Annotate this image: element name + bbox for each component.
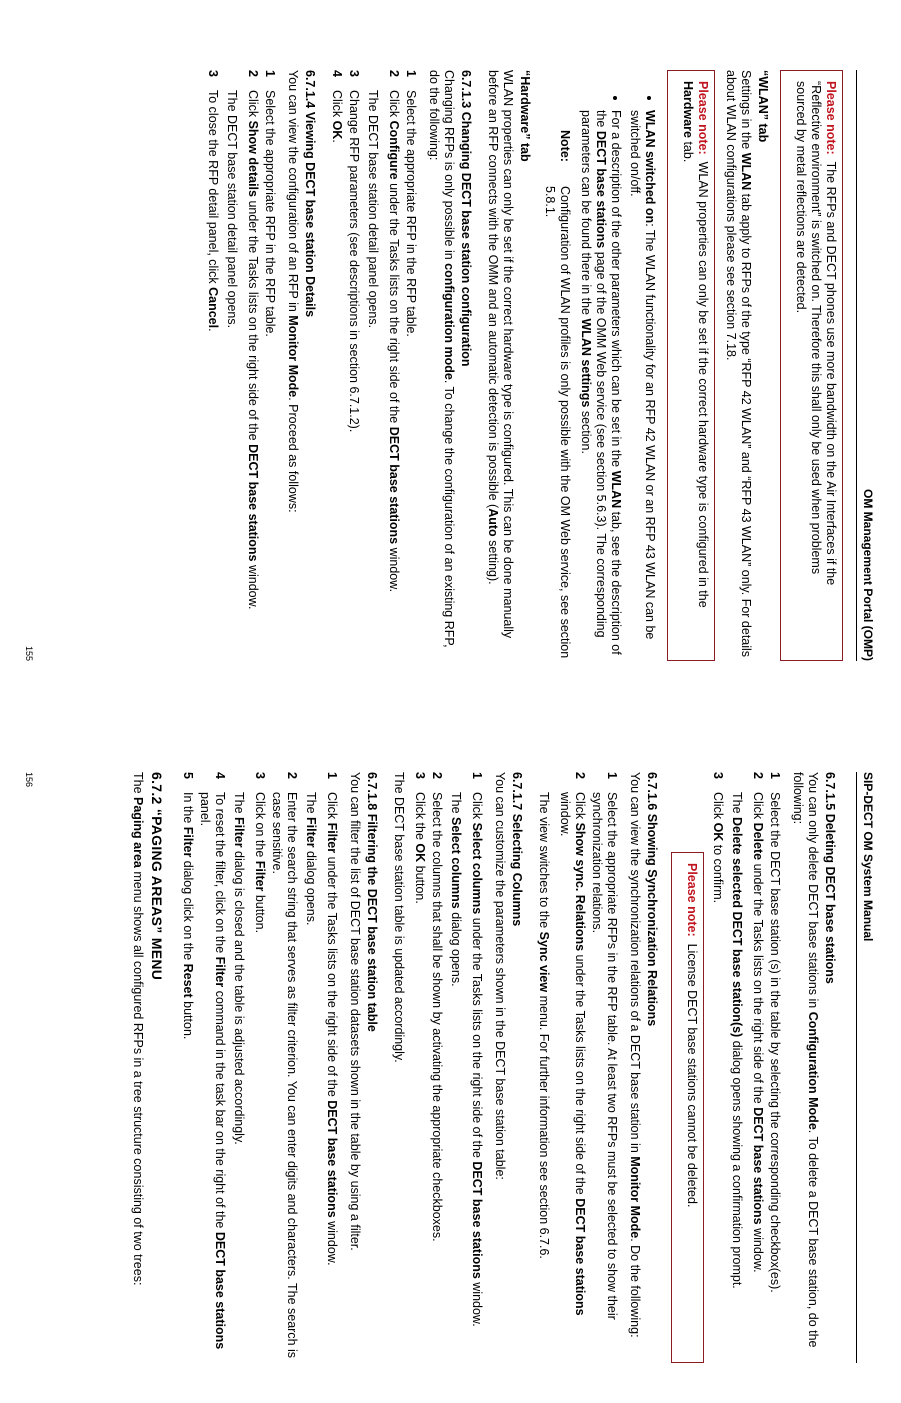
paragraph: You can view the synchronization relations of a DECT base station in Monitor Mode. Do the following: — [628, 772, 642, 1338]
page-content — [199, 70, 849, 661]
page-156 — [0, 702, 901, 1403]
page-header — [856, 772, 881, 1363]
paragraph: The Paging area menu shows all configured RFPs in a tree structure consisting of two trees: — [131, 772, 145, 1286]
step-list — [386, 70, 418, 661]
list-item: 2 Enter the search string that serves as filter criterion. You can enter digits and characters. The search is case sensitive. — [270, 772, 299, 1359]
step-list — [245, 70, 277, 661]
step-list — [710, 772, 725, 1363]
step-list — [180, 772, 227, 1363]
note-text: Please note: The RFPs and DECT phones use more bandwidth on the Air Interfaces if the “Reflective environment” is switched on. Therefore this shall only be used when problems sourced by metal reflections are detected. — [794, 81, 838, 586]
step-list — [750, 772, 782, 1363]
step-result: The Select columns dialog opens. — [449, 792, 463, 987]
list-item: 1 Select the appropriate RFPs in the RFP table. At least two RFPs must be selected to show their synchronization relations. — [590, 772, 619, 1320]
step-result: The view switches to the Sync view menu. For further information see section 6.7.6. — [537, 792, 551, 1259]
step-result: The DECT base station detail panel opens. — [366, 90, 380, 329]
sub-note — [542, 130, 572, 661]
section-heading: 6.7.1.5 Deleting DECT base stations — [823, 772, 837, 984]
list-item: 1 Select the appropriate RFP in the RFP table. — [263, 70, 277, 337]
note-text: Please note: License DECT base stations cannot be deleted. — [685, 863, 699, 1208]
note-box — [671, 852, 704, 1363]
paragraph: The DECT base station table is updated accordingly. — [392, 772, 406, 1063]
step-result: The Delete selected DECT base station(s) dialog opens showing a confirmation prompt. — [730, 792, 744, 1289]
list-item: 1 Click Filter under the Tasks lists on the right side of the DECT base stations window. — [325, 772, 339, 1266]
page-number: 155 — [24, 645, 34, 661]
list-item: 3 Click OK to confirm. — [711, 772, 725, 904]
list-item: • For a description of the other parameters which can be set in the WLAN tab, see the description of the DECT base stations page of the OMM Web service (see section 5.6.3). The corresponding parameters can be found there in the WLAN settings section. — [578, 110, 623, 661]
note-text: Please note: WLAN properties can only be set if the correct hardware type is configured in the Hardware tab. — [681, 81, 710, 608]
header-title: SIP-DECT OM System Manual — [861, 772, 875, 942]
section-heading: 6.7.1.3 Changing DECT base station configuration — [459, 70, 473, 367]
section-heading: 6.7.1.6 Showing Synchronization Relations — [645, 772, 659, 1027]
page-content — [122, 772, 849, 1363]
list-item: 2 Click Configure under the Tasks lists on the right side of the DECT base stations window. — [387, 70, 401, 593]
section-heading: 6.7.1.8 Filtering the DECT base station table — [365, 772, 379, 1032]
step-list — [329, 70, 361, 661]
bullet-list — [578, 70, 657, 661]
list-item: 4 To reset the filter, click on the Filter command in the task bar on the right of the DECT base stations panel. — [198, 772, 227, 1350]
paragraph: Settings in the WLAN tab apply to RFPs of the type “RFP 42 WLAN” and “RFP 43 WLAN” only. For details about WLAN configurations please see section 7.18. — [724, 70, 753, 658]
list-item: 3 To close the RFP detail panel, click Cancel. — [206, 70, 220, 332]
list-item: 1 Select the DECT base station (s) in the table by selecting the corresponding checkbox(es). — [768, 772, 782, 1293]
step-result: The Filter dialog is closed and the table is adjusted accordingly. — [232, 792, 246, 1145]
section-heading: 6.7.1.7 Selecting Columns — [510, 772, 524, 927]
paragraph: You can only delete DECT base stations in Configuration Mode. To delete a DECT base station, do the following: — [791, 772, 820, 1348]
paragraph: You can customize the parameters shown in the DECT base station table: — [493, 772, 507, 1180]
paragraph: Changing RFPs is only possible in configuration mode. To change the configuration of an existing RFP, do the following: — [427, 70, 456, 648]
sub-note-text: Configuration of WLAN profiles is only possible with the OM Web service, see section 5.8.1. — [543, 186, 572, 659]
note-label: Please note: — [696, 81, 710, 155]
list-item: 2 Click Delete under the Tasks lists on the right side of the DECT base stations window. — [751, 772, 765, 1273]
list-item: 1 Select the appropriate RFP in the RFP table. — [404, 70, 418, 337]
note-label: Please note: — [824, 81, 838, 155]
list-item: 4 Click OK. — [330, 70, 344, 143]
step-result: The Filter dialog opens. — [304, 792, 318, 926]
section-heading: “WLAN” tab — [756, 70, 770, 143]
list-item: 2 Select the columns that shall be shown by activating the appropriate checkboxes. — [430, 772, 444, 1242]
section-heading: “Hardware” tab — [518, 70, 532, 162]
chapter-heading: 6.7.2 “PAGING AREAS” MENU — [149, 772, 165, 981]
list-item: • WLAN switched on: The WLAN functionality for an RFP 42 WLAN or an RFP 43 WLAN can be switched on/off. — [627, 110, 657, 661]
list-item: 3 Change RFP parameters (see descriptions in section 6.7.1.2). — [347, 70, 361, 433]
page-number: 156 — [24, 772, 34, 788]
step-list — [205, 70, 220, 661]
step-list — [412, 772, 444, 1363]
paragraph: You can filter the list of DECT base station datasets shown in the table by using a filter. — [348, 772, 362, 1251]
list-item: 5 In the Filter dialog click on the Reset button. — [181, 772, 195, 1040]
step-result: The DECT base station detail panel opens. — [225, 90, 239, 329]
step-list — [557, 772, 619, 1363]
note-box — [780, 70, 843, 661]
sub-note-label: Note: — [558, 130, 572, 162]
list-item: 2 Click Show details under the Tasks lists on the right side of the DECT base stations window. — [246, 70, 260, 610]
header-title: OM Management Portal (OMP) — [861, 488, 875, 661]
note-label: Please note: — [685, 863, 699, 937]
paragraph: WLAN properties can only be set if the correct hardware type is configured. This can be done manually before an RFP connects with the OMM and an automatic detection is possible (Auto setting). — [486, 70, 515, 639]
list-item: 3 Click on the Filter button. — [253, 772, 267, 934]
section-heading: 6.7.1.4 Viewing DECT base station Details — [303, 70, 317, 318]
note-box — [667, 70, 715, 661]
list-item: 3 Click the OK button. — [413, 772, 427, 904]
step-list — [252, 772, 299, 1363]
step-list — [324, 772, 339, 1363]
list-item: 1 Click Select columns under the Tasks lists on the right side of the DECT base stations window. — [470, 772, 484, 1327]
list-item: 2 Click Show sync. Relations under the Tasks lists on the right side of the DECT base stations window. — [558, 772, 587, 1316]
paragraph: You can view the configuration of an RFP in Monitor Mode. Proceed as follows: — [286, 70, 300, 513]
step-list — [469, 772, 484, 1363]
page-header — [856, 70, 881, 661]
page-155 — [0, 0, 901, 701]
